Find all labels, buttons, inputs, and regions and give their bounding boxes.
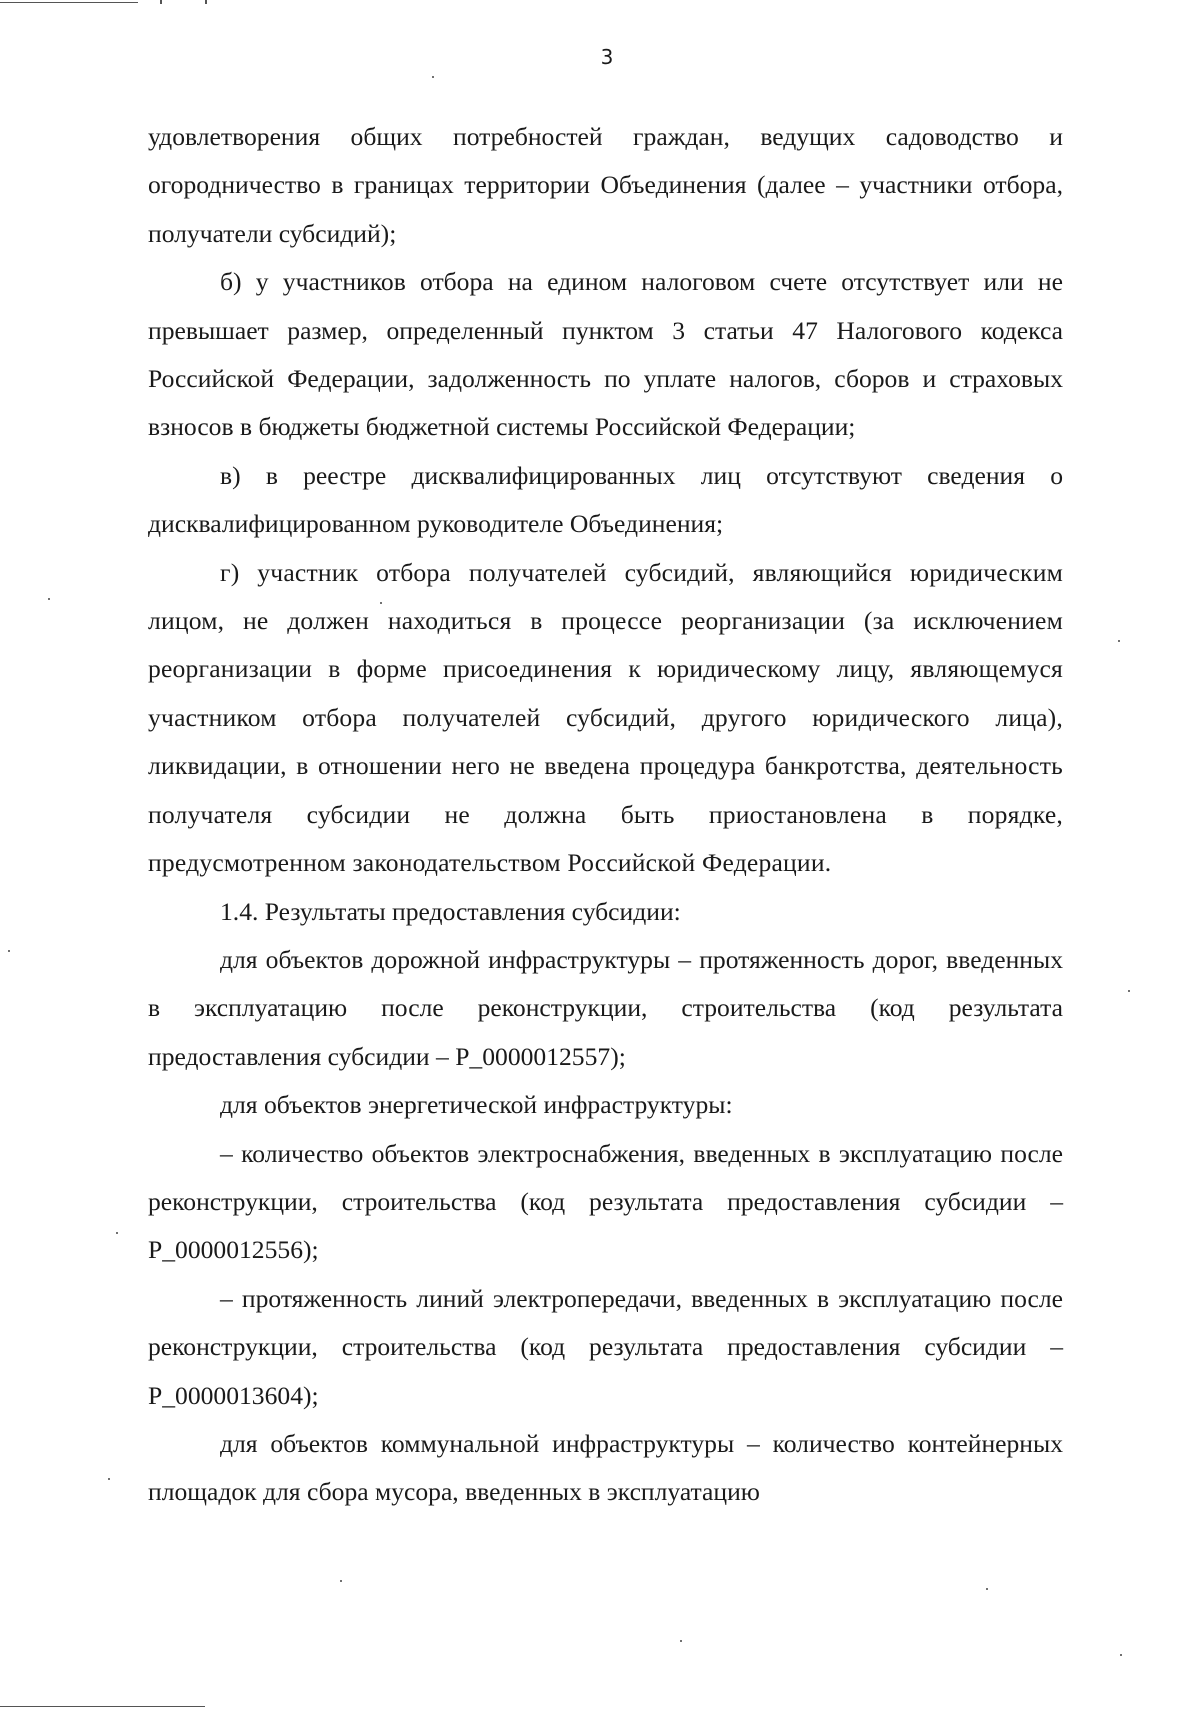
paragraph-communal-infrastructure: для объектов коммунальной инфраструктуры – количество контейнерных площадок для сбора мусора, введенных в эксплуатацию	[148, 1428, 1063, 1507]
scan-speck	[986, 1588, 988, 1590]
scan-speck	[1120, 1654, 1122, 1656]
paragraph-item-v-disqualified-register: в) в реестре дисквалифицированных лиц отсутствуют сведения о дисквалифицированном руководителе Объединения;	[148, 460, 1063, 539]
paragraph-road-infrastructure: для объектов дорожной инфраструктуры – протяженность дорог, введенных в эксплуатацию после реконструкции, строительства (код результата предоставления субсидии – Р_0000012557);	[148, 944, 1063, 1071]
paragraph-item-b-tax-debt: б) у участников отбора на едином налоговом счете отсутствует или не превышает размер, определенный пунктом 3 статьи 47 Налогового кодекса Российской Федерации, задолженность по уплате налогов, сборов и страховых взносов в бюджеты бюджетной системы Российской Федерации;	[148, 267, 1063, 442]
scan-speck	[48, 598, 50, 600]
scan-top-rule	[0, 2, 138, 3]
scan-speck	[116, 1232, 118, 1234]
section-heading-1-4-results: 1.4. Результаты предоставления субсидии:	[220, 896, 681, 926]
document-body	[148, 113, 1063, 1517]
scan-speck	[1118, 640, 1120, 642]
scan-speck	[340, 1580, 342, 1582]
scan-top-tick	[205, 0, 207, 4]
paragraph-needs-of-gardeners: удовлетворения общих потребностей граждан, ведущих садоводство и огородничество в границах территории Объединения (далее – участники отбора, получатели субсидий);	[148, 122, 1063, 248]
paragraph-power-supply-objects: – количество объектов электроснабжения, введенных в эксплуатацию после реконструкции, строительства (код результата предоставления субсидии – Р_0000012556);	[148, 1138, 1063, 1265]
paragraph-power-lines-length: – протяженность линий электропередачи, введенных в эксплуатацию после реконструкции, строительства (код результата предоставления субсидии – Р_0000013604);	[148, 1283, 1063, 1410]
page-number: 3	[600, 45, 614, 69]
scan-speck	[1128, 990, 1130, 992]
scan-bottom-rule	[0, 1706, 205, 1707]
paragraph-energy-infrastructure: для объектов энергетической инфраструктуры:	[220, 1090, 733, 1120]
scan-speck	[680, 1640, 682, 1642]
scan-top-tick	[160, 0, 162, 4]
scan-speck	[108, 1478, 110, 1480]
scan-speck	[432, 76, 434, 78]
paragraph-item-g-reorganization: г) участник отбора получателей субсидий, являющийся юридическим лицом, не должен находиться в процессе реорганизации (за исключением реорганизации в форме присоединения к юридическому лицу, являющемуся участником отбора получателей субсидий, другого юридического лица), ликвидации, в отношении него не введена процедура банкротства, деятельность получателя субсидии не должна быть приостановлена в порядке, предусмотренном законодательством Российской Федерации.	[148, 557, 1063, 878]
scan-speck	[8, 950, 10, 952]
